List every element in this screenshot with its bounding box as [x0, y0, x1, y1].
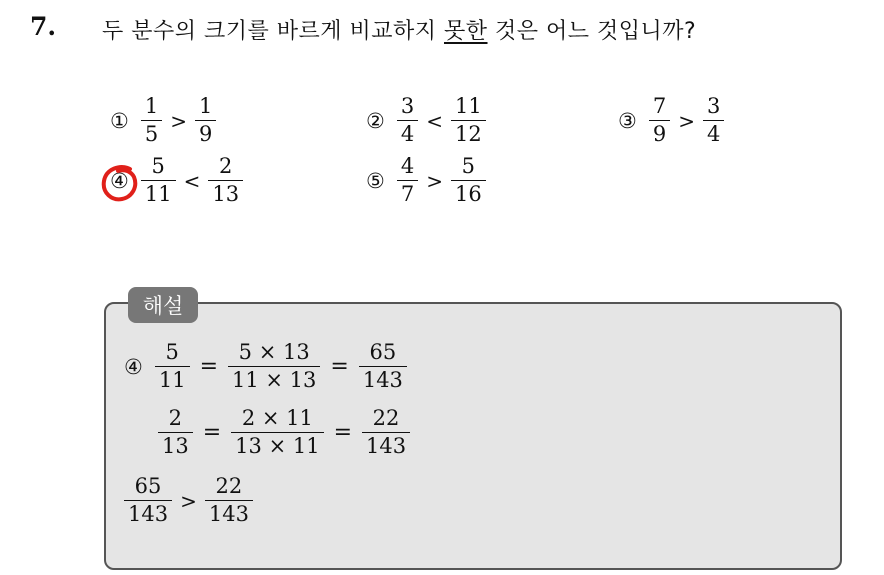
fraction: $\frac{5 \times 13}{11 \times 13}$ — [228, 342, 320, 391]
fraction: $\frac{3}{4}$ — [703, 96, 724, 145]
explanation-line-1 — [124, 342, 407, 391]
option-mark: ④ — [124, 354, 143, 379]
comparison-operator: < — [426, 108, 443, 133]
fraction: $\frac{2}{13}$ — [158, 408, 193, 457]
fraction: $\frac{3}{4}$ — [397, 96, 418, 145]
fraction: $\frac{5}{11}$ — [155, 342, 190, 391]
answer-circle-mark — [100, 163, 140, 203]
fraction: $\frac{65}{143}$ — [359, 342, 407, 391]
fraction: $\frac{2 \times 11}{13 \times 11}$ — [231, 408, 323, 457]
explanation-line-2 — [158, 408, 410, 457]
fraction: $\frac{11}{12}$ — [451, 96, 486, 145]
option-mark: ⑤ — [366, 168, 385, 193]
fraction: $\frac{2}{13}$ — [208, 156, 243, 205]
fraction: $\frac{22}{143}$ — [205, 476, 253, 525]
option-2[interactable] — [366, 96, 486, 145]
explanation-label: 해설 — [128, 287, 198, 323]
option-1[interactable] — [110, 96, 216, 145]
option-3[interactable] — [618, 96, 724, 145]
equals-sign: = — [330, 354, 349, 379]
fraction: $\frac{5}{16}$ — [451, 156, 486, 205]
option-mark: ② — [366, 108, 385, 133]
equals-sign: = — [199, 354, 218, 379]
fraction: $\frac{1}{5}$ — [141, 96, 162, 145]
question-text-before: 두 분수의 크기를 바르게 비교하지 — [102, 19, 444, 44]
fraction: $\frac{4}{7}$ — [397, 156, 418, 205]
equals-sign: = — [202, 420, 222, 445]
explanation-line-3 — [124, 476, 253, 525]
comparison-operator: > — [180, 488, 197, 513]
comparison-operator: < — [183, 168, 201, 193]
fraction: $\frac{1}{9}$ — [195, 96, 216, 145]
option-mark: ① — [110, 108, 129, 133]
question-number: 7. — [30, 12, 57, 41]
comparison-operator: > — [426, 168, 443, 193]
fraction: $\frac{7}{9}$ — [649, 96, 670, 145]
fraction: $\frac{65}{143}$ — [124, 476, 172, 525]
option-mark: ④ — [110, 168, 129, 193]
question-text-after: 것은 어느 것입니까? — [487, 19, 697, 44]
option-mark: ③ — [618, 108, 637, 133]
question-text — [102, 14, 696, 45]
comparison-operator: > — [678, 108, 695, 133]
comparison-operator: > — [170, 108, 187, 133]
equals-sign: = — [333, 420, 352, 445]
question-text-underlined: 못한 — [444, 19, 488, 44]
fraction: $\frac{5}{11}$ — [141, 156, 176, 205]
fraction: $\frac{22}{143}$ — [362, 408, 410, 457]
option-5[interactable] — [366, 156, 486, 205]
